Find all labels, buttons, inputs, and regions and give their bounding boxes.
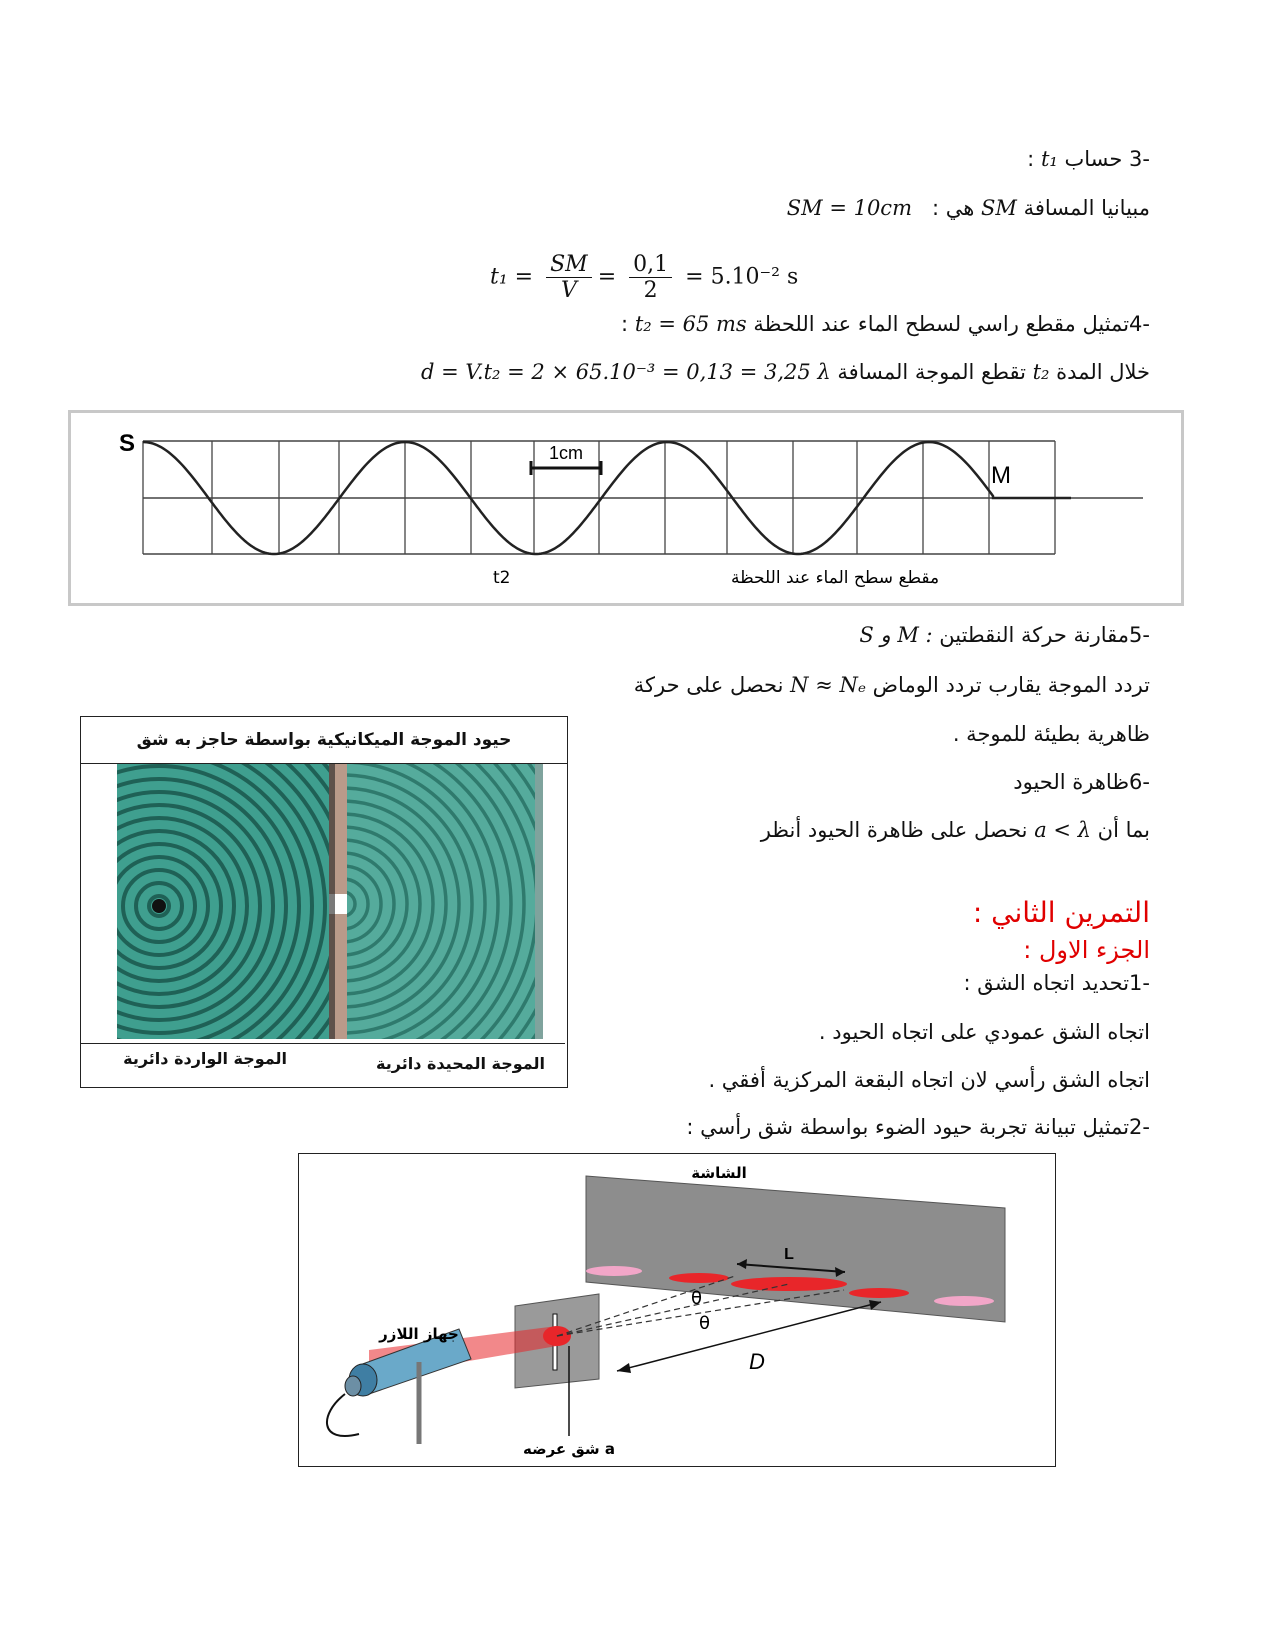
q4-line-text: خلال المدة: [1056, 360, 1150, 384]
q4-title-text: -4تمثيل مقطع راسي لسطح الماء عند اللحظة: [753, 312, 1150, 336]
label-diffracted-wave: الموجة المحيدة دائرية: [376, 1054, 545, 1073]
eq-frac-2: [629, 252, 672, 303]
eq-result: = 5.10⁻² s: [685, 264, 799, 290]
q3-given-text: مبيانيا المسافة: [1023, 196, 1150, 220]
diffraction-figure: [80, 716, 568, 1088]
q6-line-text: بما أن: [1097, 818, 1150, 842]
theta-label-2: θ: [699, 1313, 711, 1334]
slit-label: شق عرضه a: [522, 1440, 616, 1458]
eq-lhs: t₁ =: [490, 264, 534, 290]
laser-label: جهاز اللازر: [379, 1325, 459, 1343]
q5-title-vars: S و M :: [859, 623, 933, 647]
q3-given-var: SM: [981, 196, 1017, 220]
label-s: S: [119, 430, 136, 457]
laser-diagram: [299, 1154, 1055, 1466]
label-incident-wave: الموجة الواردة دائرية: [123, 1049, 287, 1068]
q3-given-value: SM = 10cm: [786, 196, 912, 220]
eq-frac-1-den: V: [560, 278, 577, 303]
q6-line-math: a < λ: [1034, 818, 1091, 842]
q4-title: -4تمثيل مقطع راسي لسطح الماء عند اللحظة t₂ = 65 ms :: [621, 312, 1150, 336]
q3-title-var: t₁: [1040, 147, 1058, 171]
label-l: L: [784, 1246, 794, 1263]
ex2-q1-title: -1تحديد اتجاه الشق :: [963, 971, 1150, 995]
q6-line: [761, 818, 1150, 842]
eq-frac-1-num: SM: [546, 252, 592, 278]
q4-line: [421, 360, 1150, 384]
q5-line1-text2: نحصل على حركة: [633, 673, 784, 697]
ex2-q2-title: -2تمثيل تبيانة تجربة حيود الضوء بواسطة شق رأسي :: [686, 1115, 1150, 1139]
exercise2-title: التمرين الثاني :: [972, 896, 1150, 929]
q5-line1-math: N ≈ Nₑ: [790, 673, 866, 697]
q6-title: -6ظاهرة الحيود: [1013, 770, 1150, 794]
q5-line1-text: تردد الموجة يقارب تردد الوماض: [872, 673, 1150, 697]
wave-caption-var: t2: [493, 568, 511, 588]
label-d: D: [749, 1349, 765, 1374]
q4-title-math: t₂ = 65 ms: [634, 312, 747, 336]
theta-label-1: θ: [691, 1288, 703, 1309]
label-m: M: [991, 462, 1011, 489]
exercise2-part1: الجزء الاول :: [1023, 936, 1150, 964]
scale-label: 1cm: [548, 443, 584, 463]
wave-diagram: [71, 413, 1181, 603]
laser-figure: [298, 1153, 1056, 1467]
q3-title: -3 حساب t₁ :: [1027, 147, 1150, 171]
screen-label: الشاشة: [691, 1164, 747, 1182]
ex2-q1-line1: اتجاه الشق عمودي على اتجاه الحيود .: [818, 1020, 1150, 1044]
q4-line-var: t₂: [1032, 360, 1050, 384]
q3-given: [787, 196, 1150, 220]
diffraction-title: حيود الموجة الميكانيكية بواسطة حاجز به شق: [81, 717, 567, 764]
eq-frac-2-den: 2: [643, 278, 658, 303]
ex2-q1-line2: اتجاه الشق رأسي لان اتجاه البقعة المركزية أفقي .: [708, 1068, 1150, 1092]
q3-equation: t₁ = $\frac{SM}{V}$ = $\frac{0,1}{2}$ = 5.10⁻² s: [490, 252, 799, 303]
eq-frac-2-num: 0,1: [629, 252, 672, 278]
q4-line-text2: تقطع الموجة المسافة: [837, 360, 1026, 384]
q5-line2: ظاهرية بطيئة للموجة .: [952, 722, 1150, 746]
q5-line1: [634, 673, 1150, 697]
q4-line-math: d = V.t₂ = 2 × 65.10⁻³ = 0,13 = 3,25 λ: [421, 360, 831, 384]
diffraction-image: [81, 764, 567, 1044]
wave-caption: مقطع سطح الماء عند اللحظة: [731, 568, 940, 588]
q3-title-text: -3 حساب: [1064, 147, 1150, 171]
q3-given-is: هي :: [932, 196, 975, 220]
diffraction-labels: [81, 1043, 565, 1088]
q5-title: [859, 623, 1150, 647]
q6-line-text2: نحصل على ظاهرة الحيود أنظر: [760, 818, 1028, 842]
wave-figure: [68, 410, 1184, 606]
eq-frac-1: [546, 252, 592, 303]
q5-title-text: -5مقارنة حركة النقطتين: [939, 623, 1150, 647]
